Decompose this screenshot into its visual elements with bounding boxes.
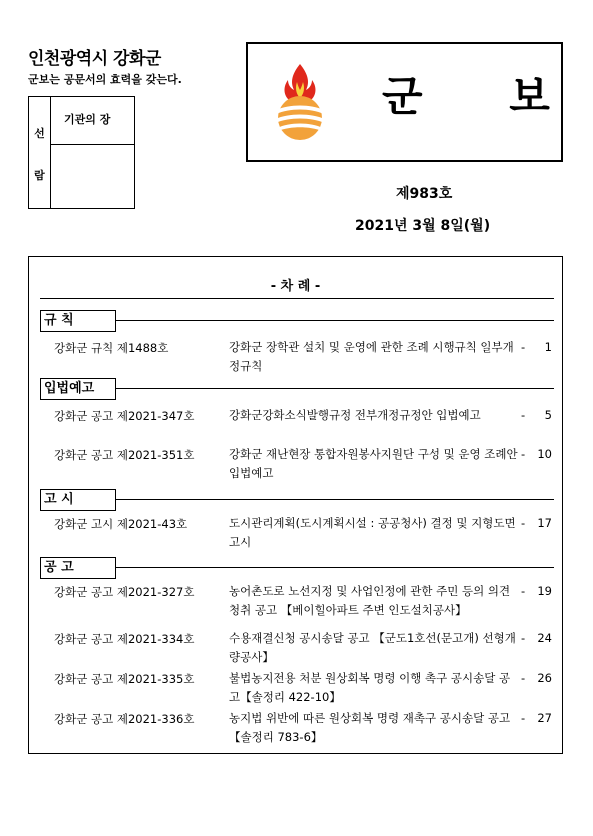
section-rule [40, 499, 554, 500]
toc-item-page: 24 [537, 631, 552, 645]
gangwha-emblem-icon [270, 60, 330, 140]
toc-item-dash: - [521, 340, 526, 354]
toc-item-dash: - [521, 671, 526, 685]
toc-item-title: 강화군 장학관 설치 및 운영에 관한 조례 시행규칙 일부개정규칙 [229, 340, 514, 373]
toc-item-title: 도시관리계획(도시계획시설 : 공공청사) 결정 및 지형도면 고시 [229, 516, 516, 549]
toc-item-page: 26 [537, 671, 552, 685]
toc-item-title: 강화군강화소식발행규정 전부개정규정안 입법예고 [229, 408, 481, 422]
bulletin-title: 군 보 [382, 72, 586, 121]
toc-item-source: 강화군 공고 제2021-336호 [54, 712, 195, 726]
section-label-public-notice: 고 시 [40, 489, 116, 511]
toc-item-page: 19 [537, 584, 552, 598]
section-rule [40, 388, 554, 389]
toc-item-title: 농지법 위반에 따른 원상회복 명령 재촉구 공시송달 공고【솔정리 783-6】 [229, 711, 511, 744]
seollam-char-2: 람 [34, 169, 45, 182]
city-name: 인천광역시 강화군 [28, 49, 161, 69]
toc-item-dash: - [521, 516, 526, 530]
toc-item-dash: - [521, 584, 526, 598]
toc-item-page: 10 [537, 447, 552, 461]
section-label-announcement: 공 고 [40, 557, 116, 579]
toc-item-source: 강화군 공고 제2021-327호 [54, 585, 195, 599]
toc-item-page: 27 [537, 711, 552, 725]
section-rule [40, 567, 554, 568]
toc-item-page: 1 [544, 340, 552, 354]
toc-item-page: 17 [537, 516, 552, 530]
toc-title: - 차 례 - [270, 279, 321, 294]
seollam-head-cell [50, 97, 134, 145]
bulletin-title-box [246, 42, 586, 162]
section-rule [40, 320, 554, 321]
toc-item-source: 강화군 공고 제2021-347호 [54, 409, 195, 423]
legal-effect-note: 군보는 공문서의 효력을 갖는다. [28, 73, 182, 86]
toc-divider [40, 298, 554, 299]
table-of-contents [28, 256, 563, 754]
toc-item-title: 농어촌도로 노선지정 및 사업인정에 관한 주민 등의 의견청취 공고 【베이힐아파트 주변 인도설치공사】 [229, 584, 511, 617]
toc-item-title: 불법농지전용 처분 원상회복 명령 이행 촉구 공시송달 공고【솔정리 422-10】 [229, 671, 511, 704]
toc-item-title: 수용재결신청 공시송달 공고 【군도1호선(문고개) 선형개량공사】 [229, 631, 516, 664]
seollam-head-label: 기관의 장 [64, 113, 111, 126]
toc-item-dash: - [521, 631, 526, 645]
seollam-box [28, 96, 135, 209]
toc-item-title: 강화군 재난현장 통합자원봉사지원단 구성 및 운영 조례안 입법예고 [229, 447, 518, 480]
section-label-rules: 규 칙 [40, 310, 116, 332]
issue-number: 제983호 [396, 186, 453, 202]
section-label-legislative-notice: 입법예고 [40, 378, 116, 400]
toc-item-dash: - [521, 408, 526, 422]
toc-item-source: 강화군 고시 제2021-43호 [54, 517, 188, 531]
toc-item-source: 강화군 공고 제2021-334호 [54, 632, 195, 646]
toc-item-dash: - [521, 447, 526, 461]
seollam-char-1: 선 [34, 127, 45, 140]
toc-item-source: 강화군 공고 제2021-351호 [54, 448, 195, 462]
toc-item-dash: - [521, 711, 526, 725]
issue-date: 2021년 3월 8일(월) [355, 218, 491, 234]
toc-item-source: 강화군 공고 제2021-335호 [54, 672, 195, 686]
toc-item-source: 강화군 규칙 제1488호 [54, 341, 169, 355]
seollam-label-column [29, 97, 51, 208]
toc-item-page: 5 [544, 408, 552, 422]
